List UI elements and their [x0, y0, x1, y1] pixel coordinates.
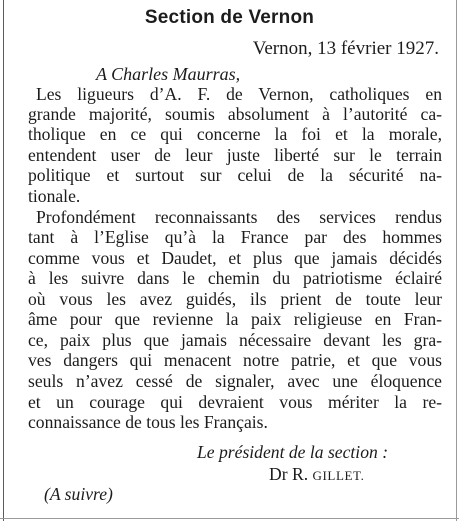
- paragraph-1-line-1: Les ligueurs d’A. F. de Vernon, catholiques en: [36, 84, 442, 104]
- paragraph-2-line-2: tant à l’Eglise qu’à la France par des hommes: [28, 227, 442, 247]
- signature-name: [269, 464, 364, 485]
- paragraph-1-line-3: tholique en ce qui concerne la foi et la morale,: [28, 124, 442, 144]
- paragraph-2-line-3: comme vous et Daudet, et plus que jamais décidés: [28, 248, 442, 268]
- section-title: Section de Vernon: [144, 7, 315, 28]
- paragraph-2-line-7: ce, paix plus que jamais nécessaire devant les gra-: [28, 330, 442, 350]
- signature-surname: GILLET.: [312, 468, 365, 483]
- paragraph-2-line-4: à les suivre dans le chemin du patriotisme éclairé: [28, 268, 442, 288]
- paragraph-2-line-5: où vous les avez guidés, ils prient de toute leur: [28, 289, 442, 309]
- signature-label: Le président de la section :: [197, 442, 389, 462]
- left-column-rule: [3, 0, 4, 521]
- paragraph-2-line-6: âme pour que revienne la paix religieuse en Fran-: [28, 309, 442, 329]
- paragraph-1-line-6: tionale.: [28, 186, 81, 206]
- paragraph-1-line-4: entendent user de leur juste liberté sur le terrain: [28, 145, 442, 165]
- paragraph-2-line-9: seuls n’avez cessé de signaler, avec une éloquence: [28, 371, 442, 391]
- paragraph-2-line-10: et un courage qui devraient vous mériter la re-: [28, 392, 442, 412]
- dateline: Vernon, 13 février 1927.: [252, 38, 439, 59]
- continued-note: (A suivre): [44, 484, 113, 504]
- paragraph-2-line-1: Profondément reconnaissants des services rendus: [36, 207, 442, 227]
- paragraph-2-line-11: connaissance de tous les Français.: [28, 412, 268, 432]
- paragraph-2-line-8: ves dangers qui menacent notre patrie, et que vous: [28, 350, 442, 370]
- signature-prefix: Dr R.: [269, 464, 313, 484]
- paragraph-1-line-5: politique et surtout sur celui de la sécurité na-: [28, 165, 442, 185]
- right-column-rule: [456, 0, 457, 521]
- salutation: A Charles Maurras,: [96, 64, 241, 84]
- bottom-rule: [0, 518, 459, 519]
- paragraph-1-line-2: grande majorité, soumis absolument à l’autorité ca-: [28, 104, 442, 124]
